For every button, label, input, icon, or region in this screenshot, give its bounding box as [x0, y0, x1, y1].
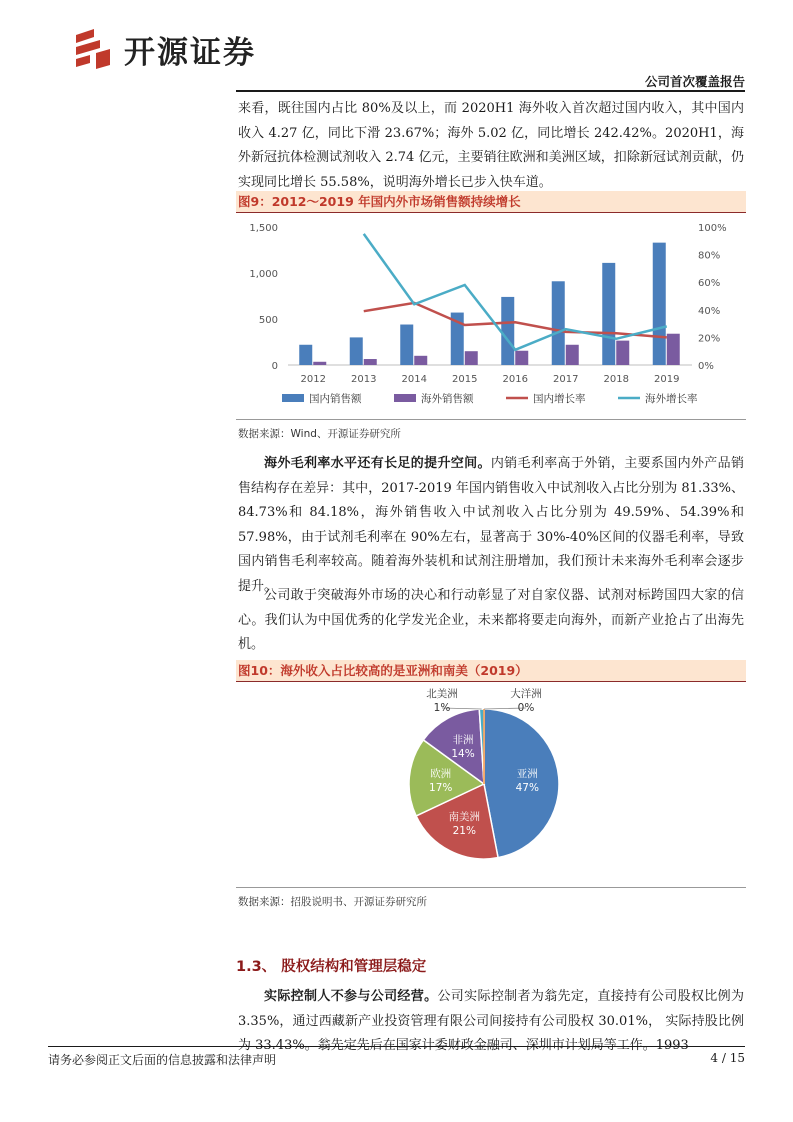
body-paragraph-3: 公司敢于突破海外市场的决心和行动彰显了对自家仪器、试剂对标跨国四大家的信心。我们认为中国优秀的化学发光企业，未来都将要走向海外，而新产业抢占了出海先机。	[238, 588, 744, 652]
left-axis-tick-label: 500	[258, 315, 278, 326]
right-axis-tick-label: 60%	[698, 278, 721, 290]
overseas-revenue-pie-chart	[236, 684, 746, 884]
body-paragraph-4	[238, 985, 744, 1059]
x-axis-tick-label: 2014	[401, 374, 427, 385]
x-axis-tick-label: 2019	[654, 374, 680, 385]
section-heading: 1.3、 股权结构和管理层稳定	[236, 959, 427, 975]
bar-国内销售额	[350, 337, 363, 365]
bar-海外销售额	[364, 359, 377, 365]
right-axis-tick-label: 80%	[698, 250, 721, 262]
right-axis-tick-label: 20%	[698, 333, 721, 345]
pie-category-label: 北美洲	[426, 688, 458, 700]
paragraph-4-body: 公司实际控制者为翁先定，直接持有公司股权比例为 3.35%，通过西藏新产业投资管理有限公司间接持有公司股权 30.01%， 实际持股比例为 33.43%。翁先定先后在国家计委财政金融司、深圳市计划局等工作。1993	[238, 989, 744, 1053]
x-axis-tick-label: 2013	[351, 374, 377, 385]
pie-category-label: 南美洲	[448, 810, 481, 823]
right-axis-tick-label: 40%	[698, 305, 721, 317]
figure-10-title: 图10：海外收入占比较高的是亚洲和南美（2019）	[236, 660, 746, 682]
pie-value-label: 1%	[433, 702, 451, 714]
legend-label: 海外增长率	[645, 393, 698, 405]
pie-value-label: 17%	[429, 781, 453, 794]
pie-category-label: 亚洲	[516, 767, 538, 780]
sales-combo-chart	[236, 215, 746, 415]
x-axis-tick-label: 2016	[502, 374, 528, 385]
paragraph-2-body: 内销毛利率高于外销，主要系国内外产品销售结构存在差异：其中，2017-2019 年国内销售收入中试剂收入占比分别为 81.33%、84.73%和 84.18%，海外销售收入中试剂收入占比分别为 49.59%、54.39%和 57.98%，由于试剂毛利率在 90%左右，显著高于 30%-40%区间的仪器毛利率，导致国内销售毛利率较高。随着海外装机和试剂注册增加，我们预计未来海外毛利率会逐步提升。	[238, 456, 744, 594]
footer-disclaimer: 请务必参阅正文后面的信息披露和法律声明	[48, 1053, 277, 1067]
bar-海外销售额	[616, 341, 629, 365]
bar-国内销售额	[501, 297, 514, 365]
figure-9-title: 图9：2012～2019 年国内外市场销售额持续增长	[236, 191, 746, 213]
footer-divider	[48, 1046, 745, 1047]
body-paragraph-1: 来看，既往国内占比 80%及以上，而 2020H1 海外收入首次超过国内收入，其中国内收入 4.27 亿，同比下滑 23.67%；海外 5.02 亿，同比增长 242.42%。2020H1，海外新冠抗体检测试剂收入 2.74 亿元，主要销往欧洲和美洲区域，扣除新冠试剂贡献，仍实现同比增长 55.58%，说明海外增长已步入快车道。	[238, 101, 744, 190]
brand-logo	[70, 24, 256, 74]
paragraph-4-lead: 实际控制人不参与公司经营。	[264, 989, 438, 1004]
bar-国内销售额	[653, 243, 666, 365]
pie-value-label: 14%	[451, 747, 475, 760]
x-axis-tick-label: 2015	[452, 374, 478, 385]
bar-国内销售额	[602, 263, 615, 365]
bar-海外销售额	[465, 351, 478, 365]
bar-海外销售额	[515, 351, 528, 365]
pie-value-label: 21%	[452, 824, 476, 837]
figure-10-divider	[236, 887, 746, 888]
paragraph-2-lead: 海外毛利率水平还有长足的提升空间。	[264, 456, 491, 471]
bar-国内销售额	[552, 281, 565, 365]
bar-海外销售额	[414, 356, 427, 365]
body-paragraph-2	[238, 452, 744, 599]
pie-category-label: 大洋洲	[510, 688, 542, 700]
x-axis-tick-label: 2017	[553, 374, 579, 385]
legend-label: 国内增长率	[533, 393, 586, 405]
figure-9-divider	[236, 419, 746, 420]
bar-国内销售额	[400, 325, 413, 365]
page-number: 4 / 15	[710, 1051, 745, 1065]
header-divider	[236, 90, 745, 92]
left-axis-tick-label: 1,000	[249, 269, 278, 280]
right-axis-tick-label: 100%	[698, 223, 727, 234]
legend-label: 国内销售额	[309, 393, 362, 405]
logo-mark-icon	[70, 25, 116, 73]
bar-海外销售额	[566, 345, 579, 365]
pie-category-label: 非洲	[452, 733, 474, 746]
left-axis-tick-label: 0	[271, 361, 278, 372]
bar-海外销售额	[667, 334, 680, 365]
x-axis-tick-label: 2012	[300, 374, 326, 385]
legend-swatch	[394, 394, 416, 402]
pie-category-label: 欧洲	[430, 767, 452, 780]
report-type: 公司首次覆盖报告	[644, 74, 745, 89]
pie-value-label: 47%	[515, 781, 539, 794]
right-axis-tick-label: 0%	[698, 361, 714, 372]
bar-国内销售额	[299, 345, 312, 365]
pie-value-label: 0%	[517, 702, 535, 714]
legend-label: 海外销售额	[421, 393, 474, 405]
figure-9-source: 数据来源：Wind、开源证券研究所	[238, 428, 401, 440]
brand-name: 开源证券	[124, 34, 256, 71]
legend-swatch	[282, 394, 304, 402]
figure-10-source: 数据来源：招股说明书、开源证券研究所	[238, 896, 427, 908]
x-axis-tick-label: 2018	[603, 374, 629, 385]
left-axis-tick-label: 1,500	[249, 223, 278, 234]
bar-海外销售额	[313, 362, 326, 365]
